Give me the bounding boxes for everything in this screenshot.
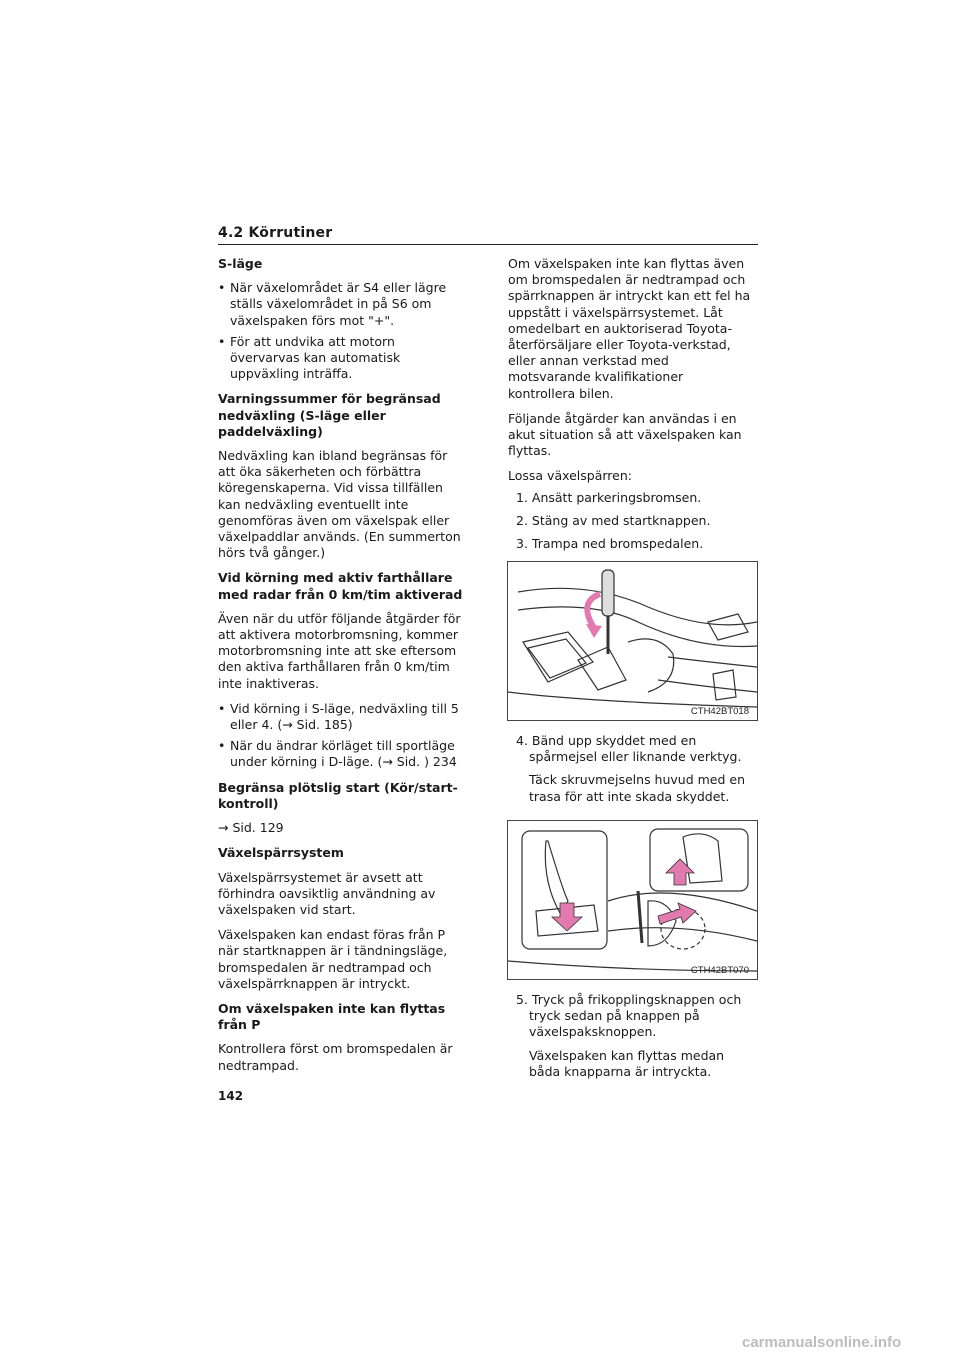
step-item: 3. Trampa ned bromspedalen.: [516, 536, 704, 552]
list-item: • När du ändrar körläget till sportläge under körning i D-läge. (→ Sid. ) 234: [218, 738, 463, 770]
release-button-illustration: [507, 820, 758, 980]
release-steps: [508, 490, 753, 553]
figure-code: CTH42BT070: [690, 965, 749, 976]
warning-heading: Varningssummer för begränsad nedväxling (S-läge eller paddelväxling): [218, 391, 441, 439]
page-number: 142: [218, 1089, 244, 1103]
watermark: carmanualsonline.info: [742, 1334, 902, 1351]
malfunction-text: Om växelspaken inte kan flyttas även om bromspedalen är nedtrampad och spärrknappen är intryckt kan ett fel ha uppstått i växelspärrsystemet. Låt omedelbart en auktoriserad Toyota-återförsäljare eller Toyota-verkstad, eller annan verkstad med motsvarande kvalifikationer kontrollera bilen.: [508, 256, 751, 401]
step-5: [508, 992, 753, 1080]
cannot-move-heading: Om växelspaken inte kan flyttas från P: [218, 1000, 446, 1033]
step-item: 1. Ansätt parkeringsbromsen.: [516, 489, 702, 505]
s-mode-heading: S-läge: [218, 256, 263, 271]
header-divider: [218, 244, 758, 245]
right-column-bottom: [508, 992, 753, 1088]
step-5-text: 5. Tryck på frikopplingsknappen och tryck sedan på knappen på växelspaksknoppen.: [516, 992, 742, 1040]
emergency-text: Följande åtgärder kan användas i en akut situation så att växelspaken kan flyttas.: [508, 410, 742, 459]
page-reference-link[interactable]: → Sid. 129: [218, 820, 284, 836]
list-item: • När växelområdet är S4 eller lägre ställs växelområdet in på S6 om växelspaken förs mot "+".: [218, 280, 463, 329]
right-column-middle: [508, 733, 753, 813]
list-item: • Vid körning i S-läge, nedväxling till 5 eller 4. (→ Sid. 185): [218, 701, 463, 733]
radar-heading: Vid körning med aktiv farthållare med radar från 0 km/tim aktiverad: [218, 570, 463, 602]
shift-console-drawing: [508, 562, 757, 720]
step-5-note: Växelspaken kan flyttas medan båda knapparna är intryckta.: [529, 1047, 725, 1079]
warning-text: Nedväxling kan ibland begränsas för att öka säkerheten och förbättra köregenskaperna. Vid vissa tillfällen kan nedväxling eventuellt inte genomföras även om växelspak eller växelpaddlar används. (En summerton hörs två gånger.): [218, 448, 461, 561]
start-control-heading: Begränsa plötslig start (Kör/start-kontroll): [218, 779, 458, 811]
section-title: 4.2 Körrutiner: [218, 225, 333, 241]
step-4-note: Täck skruvmejselns huvud med en trasa för att inte skada skyddet.: [529, 772, 746, 804]
step-4: [508, 733, 753, 805]
shift-lock-heading: Växelspärrsystem: [218, 845, 344, 861]
shift-lever-illustration: [507, 561, 758, 721]
shift-lock-condition: Växelspaken kan endast föras från P när startknappen är i tändningsläge, bromspedalen är nedtrampad och växelspärrknappen är intryckt.: [218, 927, 448, 991]
release-button-drawing: [508, 821, 757, 979]
right-column: [508, 256, 753, 561]
cannot-move-text: Kontrollera först om bromspedalen är nedtrampad.: [218, 1041, 453, 1073]
shift-lock-text: Växelspärrsystemet är avsett att förhindra oavsiktlig användning av växelspaken vid start.: [218, 869, 436, 917]
figure-code: CTH42BT018: [690, 706, 749, 717]
step-4-text: 4. Bänd upp skyddet med en spårmejsel eller liknande verktyg.: [516, 733, 742, 765]
radar-text: Även när du utför följande åtgärder för att aktivera motorbromsning, kommer motorbromsning inte att ske eftersom den aktiva farthållaren från 0 km/tim inte inaktiveras.: [218, 610, 461, 691]
list-item: • För att undvika att motorn övervarvas kan automatisk uppväxling inträffa.: [218, 334, 463, 383]
release-label: Lossa växelspärren:: [508, 468, 632, 484]
left-column: [218, 256, 463, 1083]
step-item: 2. Stäng av med startknappen.: [516, 512, 711, 528]
radar-list: [218, 701, 463, 771]
s-mode-list: [218, 280, 463, 382]
